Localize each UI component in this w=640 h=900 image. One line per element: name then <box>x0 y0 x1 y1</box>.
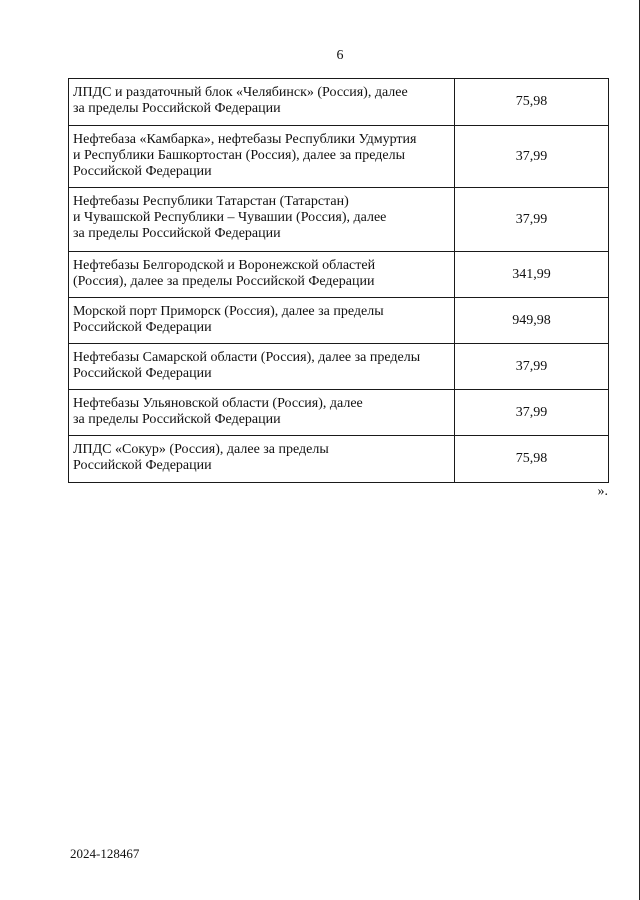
route-cell: Морской порт Приморск (Россия), далее за пределы Российской Федерации <box>69 298 455 344</box>
rate-cell: 949,98 <box>455 298 609 344</box>
rate-cell: 37,99 <box>455 188 609 252</box>
table-row <box>69 79 609 126</box>
table-row <box>69 188 609 252</box>
table-row <box>69 390 609 436</box>
table-row <box>69 298 609 344</box>
rate-cell: 37,99 <box>455 390 609 436</box>
document-number: 2024-128467 <box>70 846 140 861</box>
table-row <box>69 344 609 390</box>
rate-cell: 37,99 <box>455 126 609 188</box>
route-cell: Нефтебазы Белгородской и Воронежской областей (Россия), далее за пределы Российской Федерации <box>69 252 455 298</box>
route-cell: ЛПДС «Сокур» (Россия), далее за пределы Российской Федерации <box>69 436 455 483</box>
table-row <box>69 126 609 188</box>
rate-cell: 75,98 <box>455 79 609 126</box>
rate-cell: 37,99 <box>455 344 609 390</box>
tariff-table <box>68 78 609 483</box>
table-row <box>69 252 609 298</box>
route-cell: Нефтебаза «Камбарка», нефтебазы Республики Удмуртия и Республики Башкортостан (Россия), далее за пределы Российской Федерации <box>69 126 455 188</box>
rate-cell: 341,99 <box>455 252 609 298</box>
route-cell: ЛПДС и раздаточный блок «Челябинск» (Россия), далее за пределы Российской Федерации <box>69 79 455 126</box>
route-cell: Нефтебазы Ульяновской области (Россия), далее за пределы Российской Федерации <box>69 390 455 436</box>
page-number: 6 <box>336 48 344 63</box>
route-cell: Нефтебазы Самарской области (Россия), далее за пределы Российской Федерации <box>69 344 455 390</box>
rate-cell: 75,98 <box>455 436 609 483</box>
table-row <box>69 436 609 483</box>
route-cell: Нефтебазы Республики Татарстан (Татарстан) и Чувашской Республики – Чувашии (Россия), далее за пределы Российской Федерации <box>69 188 455 252</box>
closing-quote-mark: ». <box>597 484 608 499</box>
